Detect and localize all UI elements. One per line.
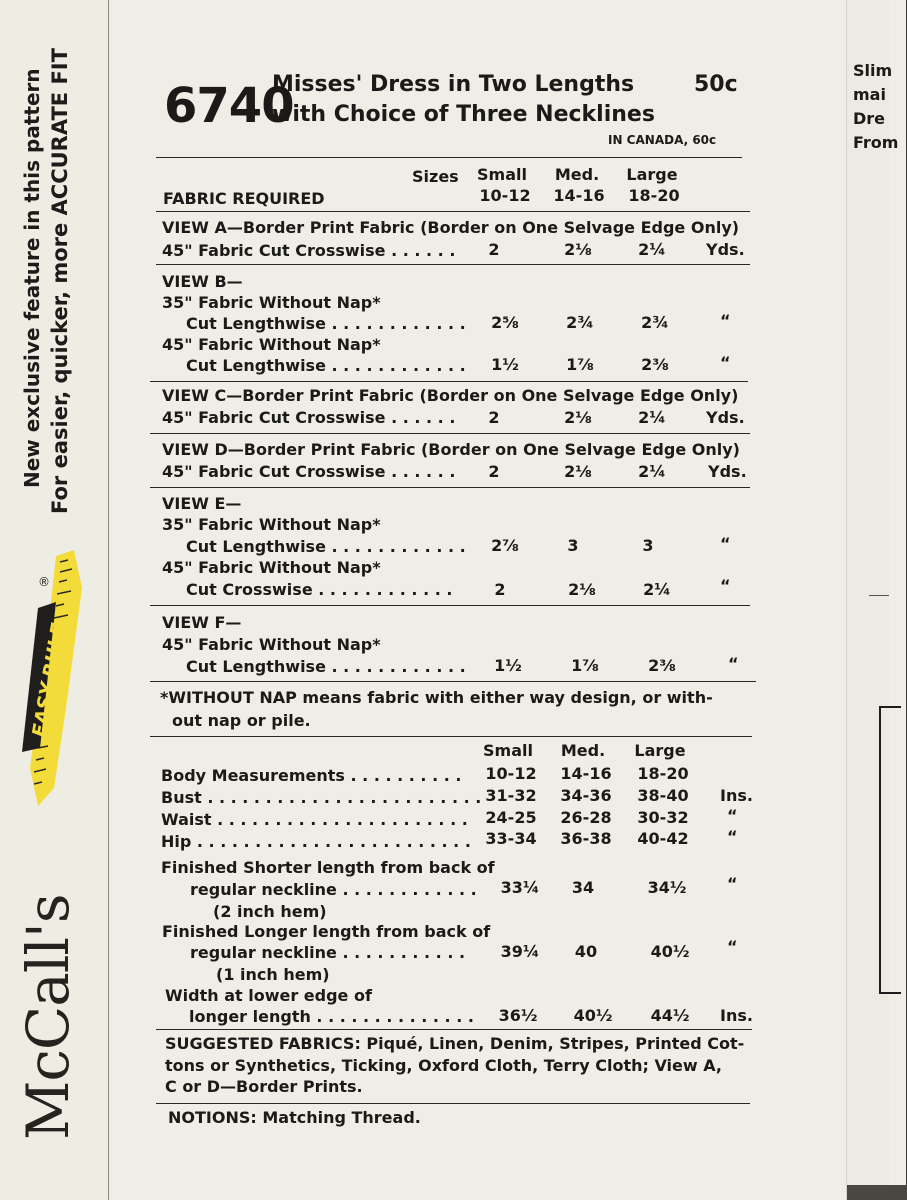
registered-mark: ® (38, 575, 50, 589)
view-d-unit: Yds. (708, 462, 747, 481)
view-f-sub1: 45" Fabric Without Nap* (162, 635, 381, 654)
waist-med: 26-28 (560, 808, 612, 827)
shorter-line-1: Finished Shorter length from back of (161, 858, 495, 877)
waist-small: 24-25 (485, 808, 537, 827)
size-small-name: Small (477, 165, 527, 184)
waist-large: 30-32 (637, 808, 689, 827)
view-d-large: 2¼ (638, 462, 666, 481)
view-e-row1-large: 3 (642, 536, 654, 555)
rule-a (156, 211, 750, 212)
waist-unit: “ (727, 806, 738, 825)
bust-small: 31-32 (485, 786, 537, 805)
rule-measurements (150, 736, 752, 737)
rule-e (150, 487, 750, 488)
fabric-required-label: FABRIC REQUIRED (163, 189, 325, 208)
sizes-label: Sizes (412, 167, 459, 186)
shorter-unit: “ (727, 874, 738, 893)
size-large-name: Large (626, 165, 678, 184)
suggested-line-2: tons or Synthetics, Ticking, Oxford Cloth, Terry Cloth; View A, (165, 1056, 722, 1075)
title-line-1: Misses' Dress in Two Lengths (272, 72, 635, 97)
view-e-row1-label: Cut Lengthwise . . . . . . . . . . . . (186, 537, 466, 556)
view-e-row2-med: 2⅛ (568, 580, 596, 599)
nap-note-line-1: *WITHOUT NAP means fabric with either way design, or with- (160, 688, 713, 707)
longer-line-3: (1 inch hem) (216, 965, 330, 984)
width-line-2: longer length . . . . . . . . . . . . . . (189, 1007, 474, 1026)
size-small-range: 10-12 (479, 186, 531, 205)
width-med: 40½ (573, 1006, 613, 1025)
view-b-row2-large: 2⅜ (641, 355, 669, 374)
view-c-med: 2⅛ (564, 408, 592, 427)
rule-c (150, 381, 748, 382)
canada-price: IN CANADA, 60c (608, 133, 717, 147)
rule-nap (150, 681, 756, 682)
hip-med: 36-38 (560, 829, 612, 848)
view-e-row2-label: Cut Crosswise . . . . . . . . . . . . (186, 580, 453, 599)
view-b-row1-med: 2¾ (566, 313, 594, 332)
width-small: 36½ (498, 1006, 538, 1025)
bust-unit: Ins. (720, 786, 753, 805)
view-b-row1-large: 2¾ (641, 313, 669, 332)
rule-b (156, 264, 750, 265)
view-f-row1-label: Cut Lengthwise . . . . . . . . . . . . (186, 657, 466, 676)
view-e-row2-large: 2¼ (643, 580, 671, 599)
shorter-med: 34 (571, 878, 595, 897)
header-rule (156, 157, 742, 158)
view-f-row1-unit: “ (728, 654, 739, 673)
spine-line-feature: New exclusive feature in this pattern (20, 68, 44, 488)
view-b-row2-unit: “ (720, 353, 731, 372)
view-d-med: 2⅛ (564, 462, 592, 481)
bust-label: Bust . . . . . . . . . . . . . . . . . . . . . . . . (161, 788, 482, 807)
view-e-sub1: 35" Fabric Without Nap* (162, 515, 381, 534)
bust-med: 34-36 (560, 786, 612, 805)
width-line-1: Width at lower edge of (165, 986, 372, 1005)
meas-header-med: Med. (560, 741, 606, 760)
rule-notions (156, 1103, 750, 1104)
view-b-row1-label: Cut Lengthwise . . . . . . . . . . . . (186, 314, 466, 333)
body-large: 18-20 (637, 764, 689, 783)
longer-line-1: Finished Longer length from back of (162, 922, 491, 941)
view-e-row1-small: 2⅞ (491, 536, 519, 555)
pattern-number: 6740 (164, 78, 294, 134)
size-large-range: 18-20 (628, 186, 680, 205)
view-f-row1-large: 2⅜ (648, 656, 676, 675)
size-med-range: 14-16 (553, 186, 605, 205)
view-e-row2-unit: “ (720, 576, 731, 595)
view-c-unit: Yds. (706, 408, 745, 427)
rule-suggested (156, 1029, 752, 1030)
shorter-line-2: regular neckline . . . . . . . . . . . . (190, 880, 477, 899)
suggested-line-3: C or D—Border Prints. (165, 1077, 363, 1096)
width-unit: Ins. (720, 1006, 753, 1025)
adjacent-line-3: Dre (853, 109, 886, 128)
adjacent-line-1: Slim (853, 61, 893, 80)
adjacent-line-2: mai (853, 85, 886, 104)
view-c-small: 2 (488, 408, 500, 427)
view-a-row-label: 45" Fabric Cut Crosswise . . . . . . (162, 241, 456, 260)
shorter-large: 34½ (647, 878, 687, 897)
body-med: 14-16 (560, 764, 612, 783)
view-b-row2-label: Cut Lengthwise . . . . . . . . . . . . (186, 356, 466, 375)
shorter-line-3: (2 inch hem) (213, 902, 327, 921)
longer-small: 39¼ (500, 942, 540, 961)
meas-header-small: Small (483, 741, 533, 760)
view-d-small: 2 (488, 462, 500, 481)
notions: NOTIONS: Matching Thread. (168, 1108, 421, 1127)
easy-rule-text: EASY-RULE (28, 621, 70, 739)
view-a-large: 2¼ (638, 240, 666, 259)
view-e-row1-unit: “ (720, 534, 731, 553)
view-b-row1-small: 2⅝ (491, 313, 519, 332)
rule-f (150, 605, 750, 606)
view-e-row1-med: 3 (567, 536, 579, 555)
width-large: 44½ (650, 1006, 690, 1025)
view-b-sub2: 45" Fabric Without Nap* (162, 335, 381, 354)
meas-header-large: Large (634, 741, 686, 760)
mccalls-logo: McCall's (14, 894, 82, 1140)
view-b-heading: VIEW B— (162, 272, 243, 291)
longer-line-2: regular neckline . . . . . . . . . . . (190, 943, 466, 962)
hip-large: 40-42 (637, 829, 689, 848)
rule-d (150, 433, 750, 434)
view-c-row-label: 45" Fabric Cut Crosswise . . . . . . (162, 408, 456, 427)
view-d-row-label: 45" Fabric Cut Crosswise . . . . . . (162, 462, 456, 481)
view-f-row1-med: 1⅞ (571, 656, 599, 675)
hip-unit: “ (727, 827, 738, 846)
body-label: Body Measurements . . . . . . . . . . (161, 766, 462, 785)
view-a-small: 2 (488, 240, 500, 259)
view-b-row1-unit: “ (720, 311, 731, 330)
longer-large: 40½ (650, 942, 690, 961)
view-e-sub2: 45" Fabric Without Nap* (162, 558, 381, 577)
hip-label: Hip . . . . . . . . . . . . . . . . . . . . . . . . (161, 832, 471, 851)
view-d-heading: VIEW D—Border Print Fabric (Border on One Selvage Edge Only) (162, 440, 740, 459)
view-a-heading: VIEW A—Border Print Fabric (Border on One Selvage Edge Only) (162, 218, 740, 237)
view-c-heading: VIEW C—Border Print Fabric (Border on One Selvage Edge Only) (162, 386, 739, 405)
nap-note-line-2: out nap or pile. (172, 711, 311, 730)
view-a-unit: Yds. (706, 240, 745, 259)
view-f-heading: VIEW F— (162, 613, 242, 632)
view-a-med: 2⅛ (564, 240, 592, 259)
view-f-row1-small: 1½ (494, 656, 522, 675)
size-med-name: Med. (554, 165, 600, 184)
suggested-line-1: SUGGESTED FABRICS: Piqué, Linen, Denim, Stripes, Printed Cot- (165, 1034, 745, 1053)
view-b-row2-small: 1½ (491, 355, 519, 374)
view-c-large: 2¼ (638, 408, 666, 427)
price: 50c (694, 72, 738, 97)
view-b-row2-med: 1⅞ (566, 355, 594, 374)
hip-small: 33-34 (485, 829, 537, 848)
adjacent-line-4: From (853, 133, 899, 152)
title-line-2: with Choice of Three Necklines (272, 102, 655, 127)
view-e-row2-small: 2 (494, 580, 506, 599)
waist-label: Waist . . . . . . . . . . . . . . . . . . . . . . (161, 810, 468, 829)
bust-large: 38-40 (637, 786, 689, 805)
view-b-sub1: 35" Fabric Without Nap* (162, 293, 381, 312)
view-e-heading: VIEW E— (162, 494, 242, 513)
spine-line-fit: For easier, quicker, more ACCURATE FIT (48, 48, 72, 514)
body-small: 10-12 (485, 764, 537, 783)
longer-med: 40 (574, 942, 598, 961)
longer-unit: “ (727, 937, 738, 956)
shorter-small: 33¼ (500, 878, 540, 897)
